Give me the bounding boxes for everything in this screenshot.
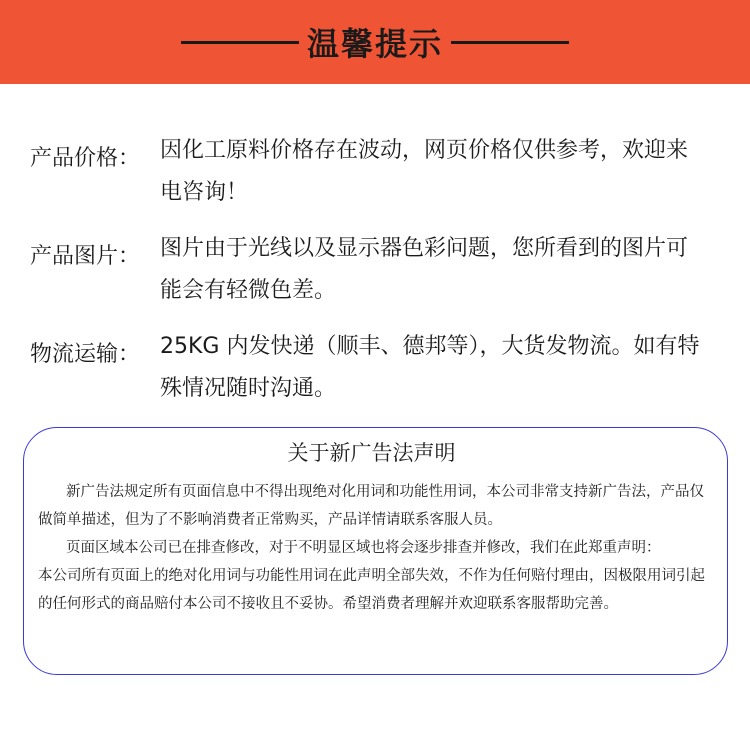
info-row-shipping [0, 326, 750, 410]
left-divider-line [181, 41, 299, 44]
notice-paragraph: 新广告法规定所有页面信息中不得出现绝对化用词和功能性用词，本公司非常支持新广告法，产品仅做简单描述，但为了不影响消费者正常购买，产品详情请联系客服人员。 [38, 484, 704, 528]
info-label: 物流运输： [30, 342, 141, 367]
info-label: 产品价格： [30, 146, 141, 171]
info-value: 因化工原料价格存在波动，网页价格仅供参考，欢迎来电咨询！ [160, 138, 689, 205]
info-label: 产品图片： [30, 244, 141, 269]
right-divider-line [451, 41, 569, 44]
info-value: 25KG 内发快递（顺丰、德邦等），大货发物流。如有特殊情况随时沟通。 [160, 334, 700, 401]
info-value: 图片由于光线以及显示器色彩问题，您所看到的图片可能会有轻微色差。 [160, 236, 689, 303]
notice-paragraph: 本公司所有页面上的绝对化用词与功能性用词在此声明全部失效，不作为任何赔付理由，因极限用词引起的任何形式的商品赔付本公司不接收且不妥协。希望消费者理解并欢迎联系客服帮助完善。 [38, 568, 705, 612]
header-banner [0, 0, 750, 84]
advertising-law-notice [23, 427, 728, 675]
notice-paragraph: 页面区域本公司已在排查修改，对于不明显区域也将会逐步排查并修改，我们在此郑重声明： [66, 540, 661, 556]
banner-title: 温馨提示 [306, 25, 443, 63]
info-row-image [0, 228, 750, 312]
notice-title: 关于新广告法声明 [287, 441, 456, 465]
product-info-list [0, 130, 750, 424]
info-row-price [0, 130, 750, 214]
